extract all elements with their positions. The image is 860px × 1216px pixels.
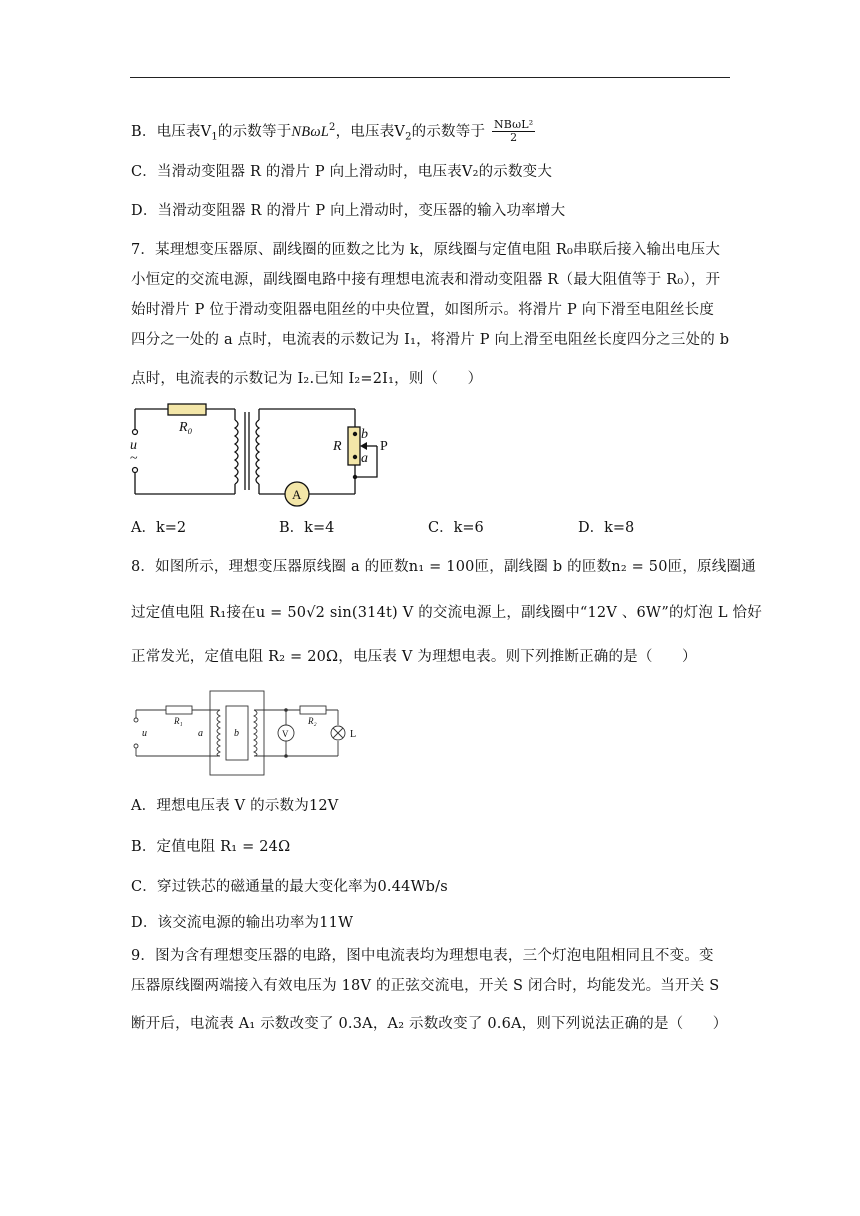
q7-stem-line5: 点时，电流表的示数记为 I₂.已知 I₂=2I₁，则（ ） bbox=[131, 371, 483, 387]
q8-stem-line3: 正常发光，定值电阻 R₂ = 20Ω，电压表 V 为理想电表。则下列推断正确的是（ ） bbox=[131, 649, 697, 665]
q8-option-c: C．穿过铁芯的磁通量的最大变化率为0.44Wb/s bbox=[131, 879, 448, 895]
q8-circuit-diagram bbox=[128, 688, 368, 778]
q7-option-b: B．k=4 bbox=[279, 520, 335, 536]
voltmeter-label: V bbox=[282, 729, 289, 739]
q7-option-d: D．k=8 bbox=[578, 520, 635, 536]
q7-option-a: A．k=2 bbox=[131, 520, 187, 536]
label-a: a bbox=[361, 451, 368, 466]
label-a: a bbox=[198, 728, 203, 739]
q8-option-a: A．理想电压表 V 的示数为12V bbox=[131, 798, 339, 814]
fraction: $\frac{\text{NBωL²}}{2}$ bbox=[493, 118, 534, 145]
q8-stem-line1: 8．如图所示，理想变压器原线圈 a 的匝数n₁ = 100匝，副线圈 b 的匝数n₂ = 50匝，原线圈通 bbox=[131, 559, 756, 575]
q6-option-d: D．当滑动变阻器 R 的滑片 P 向上滑动时，变压器的输入功率增大 bbox=[131, 203, 566, 219]
q7-stem-line2: 小恒定的交流电源，副线圈电路中接有理想电流表和滑动变阻器 R（最大阻值等于 R₀），开 bbox=[131, 272, 721, 288]
label-r: R bbox=[333, 439, 342, 454]
q7-stem-line1: 7．某理想变压器原、副线圈的匝数之比为 k，原线圈与定值电阻 R₀串联后接入输出电压大 bbox=[131, 242, 721, 258]
label-b: b bbox=[234, 728, 239, 739]
label-b: b bbox=[361, 427, 368, 442]
q9-stem-line1: 9．图为含有理想变压器的电路，图中电流表均为理想电表，三个灯泡电阻相同且不变。变 bbox=[131, 948, 714, 964]
q7-stem-line3: 始时滑片 P 位于滑动变阻器电阻丝的中央位置，如图所示。将滑片 P 向下滑至电阻丝长度 bbox=[131, 302, 715, 318]
q8-option-b: B．定值电阻 R₁ = 24Ω bbox=[131, 839, 291, 855]
q9-stem-line3: 断开后，电流表 A₁ 示数改变了 0.3A，A₂ 示数改变了 0.6A，则下列说法正确的是（ ） bbox=[131, 1016, 728, 1032]
q8-stem-line2: 过定值电阻 R₁接在u = 50√2 sin(314t) V 的交流电源上，副线圈中“12V 、6W”的灯泡 L 恰好 bbox=[131, 605, 762, 621]
ammeter-label: A bbox=[292, 487, 302, 502]
label-r0: R₀ bbox=[179, 420, 193, 435]
q6-option-b: B．电压表$V_1$的示数等于NBωL$^2$，电压表$V_2$的示数等于 $\frac{\text{NBωL²}}{2}$ bbox=[131, 118, 534, 145]
q9-stem-line2: 压器原线圈两端接入有效电压为 18V 的正弦交流电，开关 S 闭合时，均能发光。当开关 S bbox=[131, 978, 720, 994]
q6-option-c: C．当滑动变阻器 R 的滑片 P 向上滑动时，电压表V₂的示数变大 bbox=[131, 164, 553, 180]
q7-stem-line4: 四分之一处的 a 点时，电流表的示数记为 I₁，将滑片 P 向上滑至电阻丝长度四分之三处的 b bbox=[131, 332, 730, 348]
label-p: P bbox=[380, 439, 388, 454]
q7-circuit-diagram bbox=[125, 400, 395, 510]
q8-option-d: D．该交流电源的输出功率为11W bbox=[131, 915, 354, 931]
header-rule bbox=[130, 77, 730, 78]
label-tilde: ~ bbox=[130, 451, 138, 466]
label-r1: R₁ bbox=[174, 716, 183, 726]
label-u: u bbox=[142, 728, 147, 739]
label-r2: R₂ bbox=[308, 716, 317, 726]
lamp-label: L bbox=[350, 729, 357, 740]
q7-option-c: C．k=6 bbox=[428, 520, 484, 536]
label-u: u bbox=[130, 438, 137, 453]
